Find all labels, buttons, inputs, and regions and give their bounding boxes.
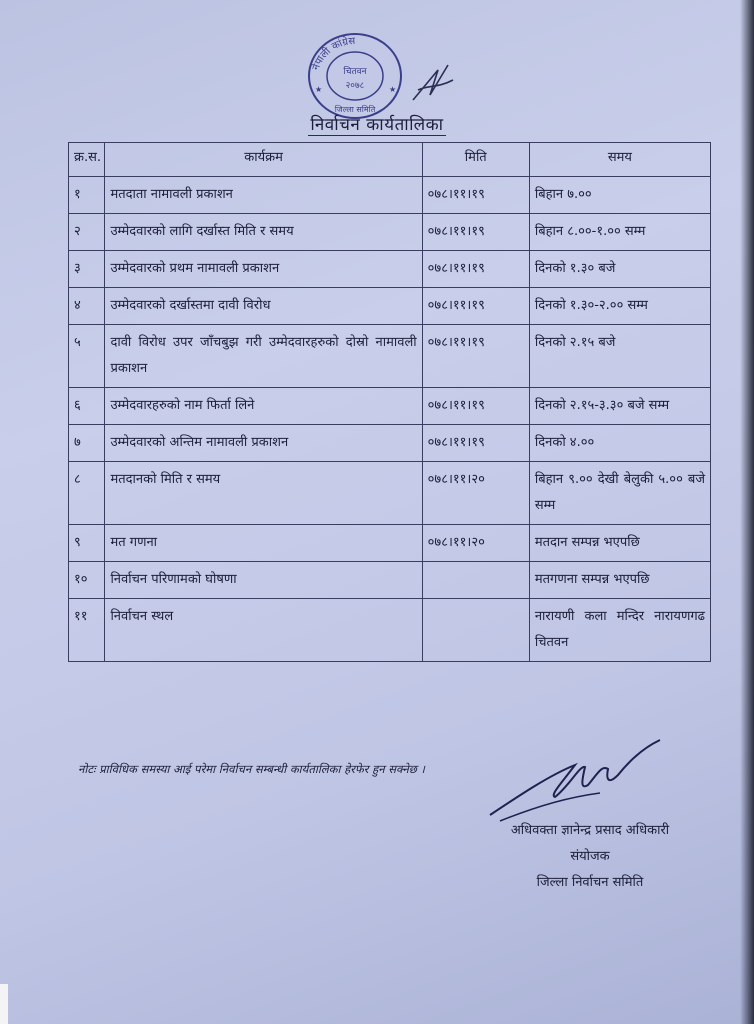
header-program: कार्यक्रम	[105, 143, 422, 177]
signatory-role: संयोजक	[570, 849, 610, 864]
cell-date: ०७८।११।१९	[422, 388, 529, 425]
svg-text:★: ★	[315, 85, 323, 94]
cell-time: मतगणना सम्पन्न भएपछि	[529, 562, 710, 599]
cell-program: उम्मेदवारहरुको नाम फिर्ता लिने	[105, 388, 422, 425]
cell-date: ०७८।११।१९	[422, 325, 529, 388]
cell-date: ०७८।११।१९	[422, 214, 529, 251]
cell-time: दिनको २.१५ बजे	[529, 325, 710, 388]
page-edge	[0, 984, 8, 1024]
table-row	[69, 177, 711, 214]
cell-serial: ११	[69, 599, 105, 662]
svg-text:नेपाली कांग्रेस: नेपाली कांग्रेस	[310, 35, 356, 72]
cell-serial: ७	[69, 425, 105, 462]
cell-time: मतदान सम्पन्न भएपछि	[529, 525, 710, 562]
seal-signature-mark	[408, 60, 458, 110]
table-row	[69, 288, 711, 325]
page-title: निर्वाचन कार्यतालिका	[310, 115, 444, 135]
cell-program: उम्मेदवारको अन्तिम नामावली प्रकाशन	[105, 425, 422, 462]
cell-program: मत गणना	[105, 525, 422, 562]
cell-date	[422, 599, 529, 662]
cell-date: ०७८।११।१९	[422, 251, 529, 288]
table-row	[69, 325, 711, 388]
cell-time: दिनको ४.००	[529, 425, 710, 462]
table-row	[69, 388, 711, 425]
cell-serial: ९	[69, 525, 105, 562]
table-row	[69, 425, 711, 462]
table-row	[69, 462, 711, 525]
cell-time: बिहान ७.००	[529, 177, 710, 214]
cell-program: उम्मेदवारको दर्खास्तमा दावी विरोध	[105, 288, 422, 325]
table-header-row	[69, 143, 711, 177]
header-date: मिति	[422, 143, 529, 177]
cell-serial: ६	[69, 388, 105, 425]
cell-time: दिनको १.३०-२.०० सम्म	[529, 288, 710, 325]
svg-text:★: ★	[389, 85, 397, 94]
cell-program: मतदाता नामावली प्रकाशन	[105, 177, 422, 214]
cell-date: ०७८।११।२०	[422, 462, 529, 525]
cell-date: ०७८।११।२०	[422, 525, 529, 562]
svg-text:जिल्ला समिति: जिल्ला समिति	[334, 105, 376, 114]
cell-serial: २	[69, 214, 105, 251]
cell-program: मतदानको मिति र समय	[105, 462, 422, 525]
cell-serial: ४	[69, 288, 105, 325]
cell-serial: ५	[69, 325, 105, 388]
signatory-body: जिल्ला निर्वाचन समिति	[536, 875, 644, 890]
header-serial: क्र.स.	[69, 143, 105, 177]
cell-time: दिनको १.३० बजे	[529, 251, 710, 288]
table-row	[69, 525, 711, 562]
table-row	[69, 251, 711, 288]
table-row	[69, 214, 711, 251]
footnote: नोटः प्राविधिक समस्या आई परेमा निर्वाचन सम्बन्धी कार्यतालिका हेरफेर हुन सक्नेछ ।	[78, 762, 425, 776]
cell-date: ०७८।११।१९	[422, 288, 529, 325]
signatory-block	[470, 818, 710, 896]
table-row	[69, 562, 711, 599]
cell-program: निर्वाचन परिणामको घोषणा	[105, 562, 422, 599]
page-shadow	[740, 0, 754, 1024]
cell-date	[422, 562, 529, 599]
header-time: समय	[529, 143, 710, 177]
table-row	[69, 599, 711, 662]
cell-serial: १	[69, 177, 105, 214]
cell-serial: १०	[69, 562, 105, 599]
svg-text:२०७८: २०७८	[345, 81, 365, 91]
party-seal-stamp	[305, 30, 405, 122]
cell-time: नारायणी कला मन्दिर नारायणगढ चितवन	[529, 599, 710, 662]
cell-program: उम्मेदवारको लागि दर्खास्त मिति र समय	[105, 214, 422, 251]
cell-time: बिहान ८.००-१.०० सम्म	[529, 214, 710, 251]
signatory-name: अधिवक्ता ज्ञानेन्द्र प्रसाद अधिकारी	[510, 823, 670, 838]
cell-program: निर्वाचन स्थल	[105, 599, 422, 662]
cell-serial: ८	[69, 462, 105, 525]
svg-text:चितवन: चितवन	[343, 67, 367, 77]
election-schedule-table	[68, 142, 711, 662]
cell-date: ०७८।११।१९	[422, 177, 529, 214]
cell-time: बिहान ९.०० देखी बेलुकी ५.०० बजे सम्म	[529, 462, 710, 525]
handwritten-signature	[480, 735, 670, 825]
cell-serial: ३	[69, 251, 105, 288]
cell-program: उम्मेदवारको प्रथम नामावली प्रकाशन	[105, 251, 422, 288]
cell-program: दावी विरोध उपर जाँचबुझ गरी उम्मेदवारहरुको दोस्रो नामावली प्रकाशन	[105, 325, 422, 388]
cell-date: ०७८।११।१९	[422, 425, 529, 462]
cell-time: दिनको २.१५-३.३० बजे सम्म	[529, 388, 710, 425]
